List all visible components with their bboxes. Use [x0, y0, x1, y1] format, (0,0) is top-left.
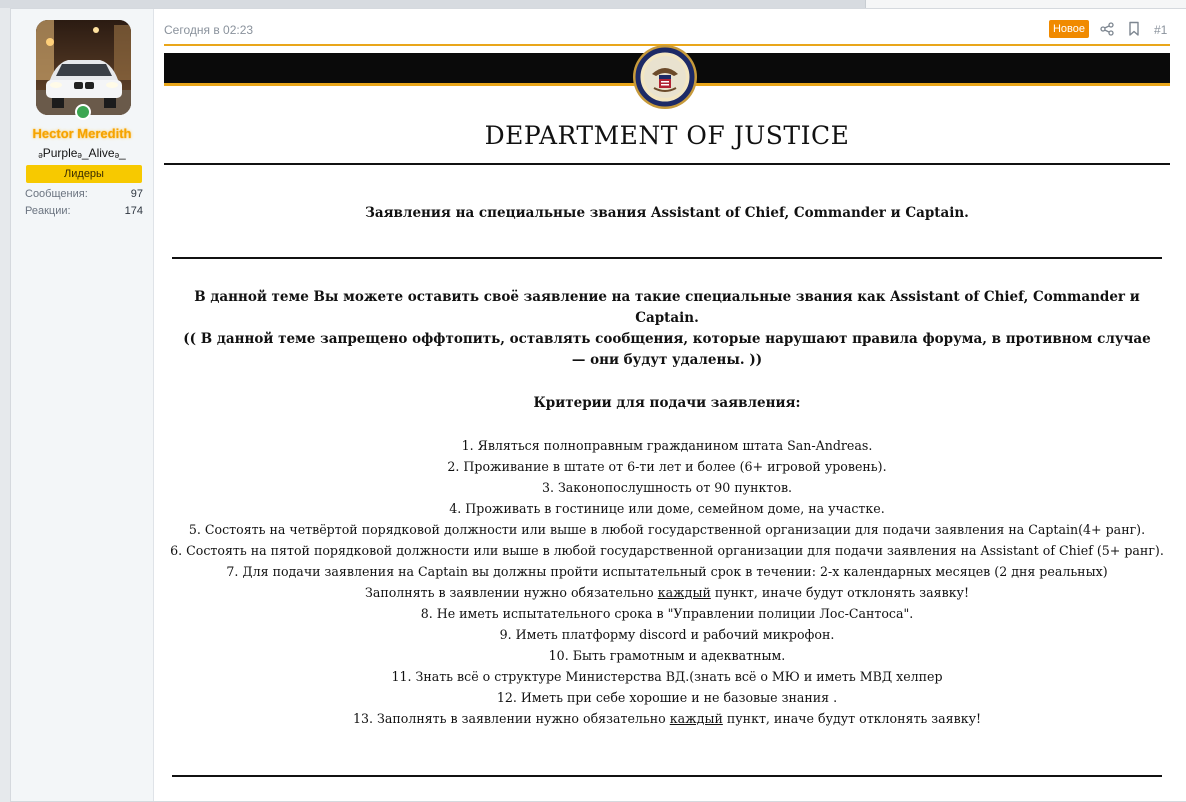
user-column — [11, 9, 154, 801]
stat-reactions — [25, 205, 143, 217]
user-group-badge: Лидеры — [26, 165, 142, 183]
list-item: 10. Быть грамотным и адекватным. — [548, 648, 786, 663]
divider — [172, 775, 1162, 777]
list-item-text: пункт, иначе будут отклонять заявку! — [710, 585, 970, 600]
banner-title: DEPARTMENT OF JUSTICE — [484, 121, 850, 150]
post-headline: Заявления на специальные звания Assistant of Chief, Commander и Captain. — [365, 205, 969, 221]
list-item: 6. Состоять на пятой порядковой должности или выше в любой государственной организации для подачи заявления на Assistant of Chief (5+ ранг). — [170, 543, 1164, 558]
bookmark-icon[interactable] — [1127, 21, 1141, 37]
online-status-icon — [75, 104, 91, 120]
list-item-text: Заполнять в заявлении нужно обязательно — [364, 585, 658, 600]
post-date[interactable]: Сегодня в 02:23 — [164, 23, 254, 37]
doj-banner — [164, 44, 1170, 176]
stat-value[interactable]: 97 — [130, 188, 143, 200]
post-content — [164, 9, 1186, 801]
doj-seal-icon — [632, 44, 698, 110]
stat-value[interactable]: 174 — [124, 205, 143, 217]
list-item: 2. Проживание в штате от 6-ти лет и более (6+ игровой уровень). — [447, 459, 887, 474]
car-photo-icon — [36, 20, 131, 115]
list-item-text: пункт, иначе будут отклонять заявку! — [722, 711, 982, 726]
top-strip — [0, 0, 1186, 8]
stat-label: Сообщения: — [25, 188, 88, 200]
list-item — [164, 708, 1170, 729]
criteria-list — [164, 435, 1170, 729]
underlined-word: каждый — [669, 711, 723, 726]
stat-messages — [25, 188, 143, 200]
list-item-text: 13. Заполнять в заявлении нужно обязательно — [352, 711, 670, 726]
forum-post — [10, 8, 1186, 802]
criteria-heading: Критерии для подачи заявления: — [533, 395, 801, 411]
list-item: 9. Иметь платформу discord и рабочий микрофон. — [499, 627, 835, 642]
list-item: 8. Не иметь испытательного срока в "Управлении полиции Лос-Сантоса". — [420, 606, 914, 621]
intro-text: В данной теме Вы можете оставить своё заявление на такие специальные звания как Assistant of Chief, Commander и Captain. — [194, 289, 1140, 326]
share-icon[interactable] — [1100, 22, 1114, 36]
list-item — [164, 582, 1170, 603]
offtopic-warning: (( В данной теме запрещено оффтопить, оставлять сообщения, которые нарушают правила форума, в противном случае — они будут удалены. )) — [183, 331, 1151, 368]
username[interactable]: Hector Meredith — [32, 126, 132, 141]
post-number[interactable]: #1 — [1154, 23, 1168, 37]
post-body — [164, 287, 1170, 729]
list-item: 1. Являться полноправным гражданином штата San-Andreas. — [461, 438, 873, 453]
avatar[interactable] — [36, 20, 131, 115]
underlined-word: каждый — [657, 585, 711, 600]
divider — [172, 257, 1162, 259]
list-item: 12. Иметь при себе хорошие и не базовые знания . — [496, 690, 838, 705]
list-item: 4. Проживать в гостинице или доме, семейном доме, на участке. — [449, 501, 885, 516]
user-title: ₔPurpleₔ_Aliveₔ_ — [38, 146, 126, 160]
list-item: 3. Законопослушность от 90 пунктов. — [541, 480, 793, 495]
new-badge: Новое — [1049, 20, 1089, 38]
list-item: 5. Состоять на четвёртой порядковой должности или выше в любой государственной организации для подачи заявления на Captain(4+ ранг). — [188, 522, 1146, 537]
banner-divider — [164, 163, 1170, 165]
list-item: 7. Для подачи заявления на Captain вы должны пройти испытательный срок в течении: 2-х календарных месяцев (2 дня реальных) — [226, 564, 1108, 579]
stat-label: Реакции: — [25, 205, 71, 217]
list-item: 11. Знать всё о структуре Министерства ВД.(знать всё о МЮ и иметь МВД хелпер — [391, 669, 943, 684]
